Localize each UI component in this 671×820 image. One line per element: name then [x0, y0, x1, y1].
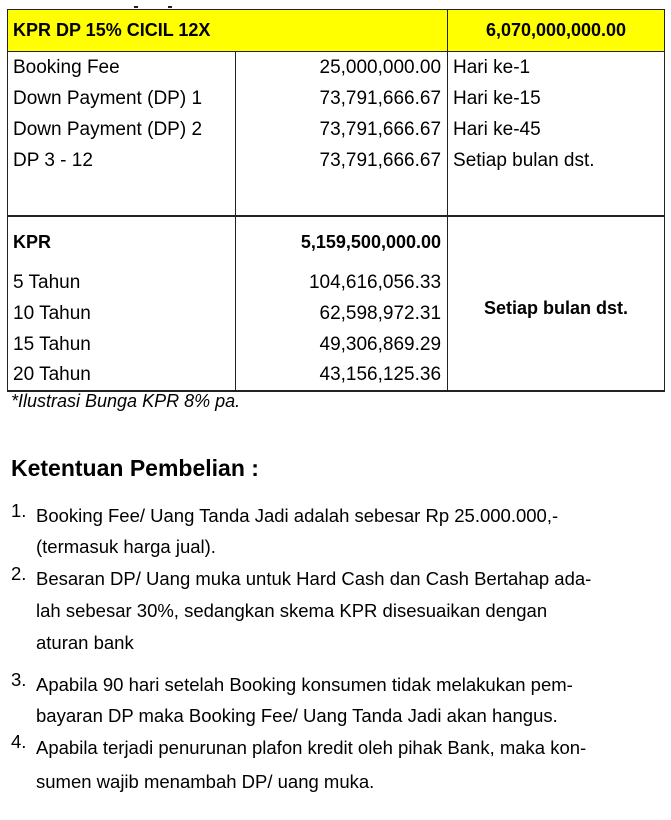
terms-item	[11, 500, 661, 562]
terms-item-text: sumen wajib menambah DP/ uang muka.	[36, 771, 375, 792]
tenor-amount: 104,616,056.33	[236, 267, 448, 298]
terms-item-text: bayaran DP maka Booking Fee/ Uang Tanda Jadi akan hangus.	[36, 705, 558, 726]
kpr-amount: 5,159,500,000.00	[236, 216, 448, 267]
tenor-label: 10 Tahun	[8, 298, 236, 329]
terms-list	[11, 500, 661, 799]
terms-item-text: Booking Fee/ Uang Tanda Jadi adalah sebesar Rp 25.000.000,-	[36, 505, 559, 526]
terms-item-text: (termasuk harga jual).	[36, 536, 216, 557]
table-row	[8, 145, 665, 176]
scheme-title: KPR DP 15% CICIL 12X	[8, 10, 448, 52]
kpr-label: KPR	[8, 216, 236, 267]
tenor-label: 20 Tahun	[8, 360, 236, 391]
row-note: Hari ke-1	[448, 52, 665, 84]
table-header-row	[8, 10, 665, 52]
row-label: Booking Fee	[8, 52, 236, 84]
terms-item	[11, 731, 661, 799]
payment-scheme-table	[7, 9, 665, 392]
terms-item-number: 3.	[11, 669, 27, 690]
terms-item-number: 1.	[11, 500, 27, 521]
terms-item-text: Apabila 90 hari setelah Booking konsumen tidak melakukan pem-	[36, 674, 573, 695]
terms-item-number: 2.	[11, 563, 27, 584]
row-amount: 73,791,666.67	[236, 114, 448, 145]
row-label: Down Payment (DP) 1	[8, 83, 236, 114]
property-price: 6,070,000,000.00	[448, 10, 665, 52]
terms-item-number: 4.	[11, 731, 27, 752]
terms-item	[11, 669, 661, 731]
kpr-installment-note: Setiap bulan dst.	[448, 216, 665, 391]
tenor-amount: 62,598,972.31	[236, 298, 448, 329]
kpr-row	[8, 216, 665, 267]
tenor-amount: 43,156,125.36	[236, 360, 448, 391]
terms-item	[11, 563, 661, 659]
row-label: Down Payment (DP) 2	[8, 114, 236, 145]
row-amount: 25,000,000.00	[236, 52, 448, 84]
table-row	[8, 83, 665, 114]
row-label: DP 3 - 12	[8, 145, 236, 176]
terms-item-text: Apabila terjadi penurunan plafon kredit oleh pihak Bank, maka kon-	[36, 737, 587, 758]
empty-row	[8, 176, 665, 216]
interest-footnote: *Ilustrasi Bunga KPR 8% pa.	[11, 391, 241, 411]
row-note: Hari ke-15	[448, 83, 665, 114]
terms-heading: Ketentuan Pembelian :	[11, 455, 259, 481]
tenor-label: 15 Tahun	[8, 329, 236, 360]
row-note: Hari ke-45	[448, 114, 665, 145]
table-row	[8, 52, 665, 84]
table-row	[8, 114, 665, 145]
tenor-label: 5 Tahun	[8, 267, 236, 298]
row-amount: 73,791,666.67	[236, 83, 448, 114]
terms-item-text: lah sebesar 30%, sedangkan skema KPR disesuaikan dengan	[36, 600, 548, 621]
terms-item-text: aturan bank	[36, 632, 134, 653]
tenor-amount: 49,306,869.29	[236, 329, 448, 360]
terms-item-text: Besaran DP/ Uang muka untuk Hard Cash dan Cash Bertahap ada-	[36, 568, 592, 589]
row-note: Setiap bulan dst.	[448, 145, 665, 176]
row-amount: 73,791,666.67	[236, 145, 448, 176]
